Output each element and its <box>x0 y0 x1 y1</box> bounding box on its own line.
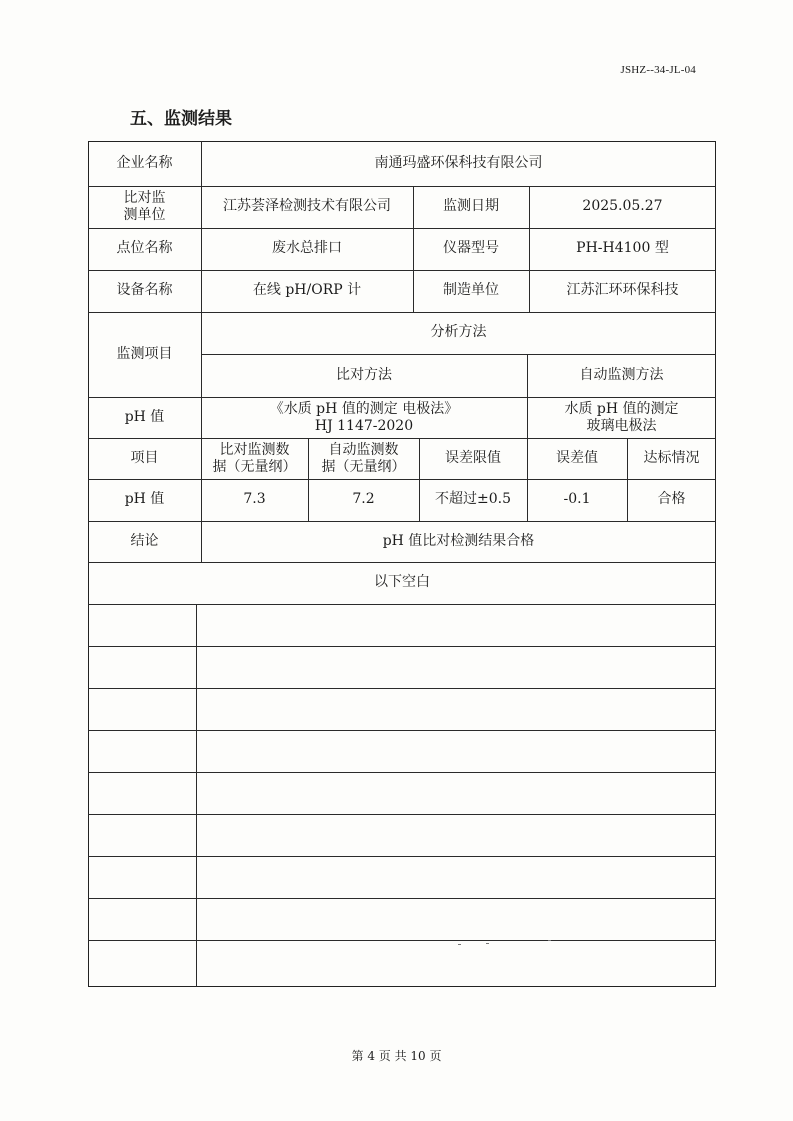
maker-label: 制造单位 <box>443 282 499 299</box>
row-rule <box>88 940 716 941</box>
scan-speck <box>486 943 489 944</box>
document-code: JSHZ--34-JL-04 <box>620 64 696 76</box>
col-header-auto: 自动监测数 据（无量纲） <box>321 442 406 475</box>
page-number: 第 4 页 共 10 页 <box>351 1049 442 1063</box>
col-header-error: 误差值 <box>556 449 598 466</box>
row-limit-value: 不超过±0.5 <box>435 491 511 508</box>
device-value: 在线 pH/ORP 计 <box>252 282 362 299</box>
row-rule <box>88 856 716 857</box>
compare-method-value: 《水质 pH 值的测定 电极法》 HJ 1147-2020 <box>269 401 459 434</box>
row-rule <box>88 898 716 899</box>
compare-method-header: 比对方法 <box>336 366 392 383</box>
unit-value: 江苏荟泽检测技术有限公司 <box>223 198 391 215</box>
date-label: 监测日期 <box>443 198 499 215</box>
scan-speck <box>548 940 551 941</box>
analysis-method-header: 分析方法 <box>430 324 487 341</box>
model-value: PH-H4100 型 <box>576 240 669 257</box>
device-label: 设备名称 <box>116 282 173 299</box>
date-value: 2025.05.27 <box>582 198 663 215</box>
col-rule <box>196 604 197 987</box>
row-auto-value: 7.2 <box>352 491 375 508</box>
scan-speck <box>458 944 461 945</box>
col-header-compare: 比对监测数 据（无量纲） <box>212 442 297 475</box>
point-label: 点位名称 <box>116 240 173 257</box>
row-rule <box>88 604 716 605</box>
item-label: 监测项目 <box>116 345 173 362</box>
company-label: 企业名称 <box>116 154 173 171</box>
row-rule <box>88 646 716 647</box>
col-header-status: 达标情况 <box>643 449 700 466</box>
point-value: 废水总排口 <box>272 240 342 257</box>
maker-value: 江苏汇环环保科技 <box>566 282 679 299</box>
model-label: 仪器型号 <box>443 240 499 257</box>
row-item: pH 值 <box>124 491 165 508</box>
blank-note: 以下空白 <box>374 574 430 591</box>
row-rule <box>88 730 716 731</box>
ph-label: pH 值 <box>124 408 165 425</box>
unit-label: 比对监 测单位 <box>123 189 166 223</box>
row-rule <box>88 772 716 773</box>
company-value: 南通玛盛环保科技有限公司 <box>374 154 543 171</box>
conclusion-value: pH 值比对检测结果合格 <box>382 532 535 549</box>
col-header-limit: 误差限值 <box>445 449 501 466</box>
row-compare-value: 7.3 <box>243 491 266 508</box>
auto-method-value: 水质 pH 值的测定 玻璃电极法 <box>564 401 679 434</box>
row-error-value: -0.1 <box>563 491 591 508</box>
col-header-item: 项目 <box>130 449 159 466</box>
conclusion-label: 结论 <box>130 532 159 549</box>
row-rule <box>88 688 716 689</box>
row-status-value: 合格 <box>657 491 686 508</box>
section-title: 五、监测结果 <box>130 109 232 129</box>
auto-method-header: 自动监测方法 <box>579 366 664 383</box>
row-rule <box>88 814 716 815</box>
